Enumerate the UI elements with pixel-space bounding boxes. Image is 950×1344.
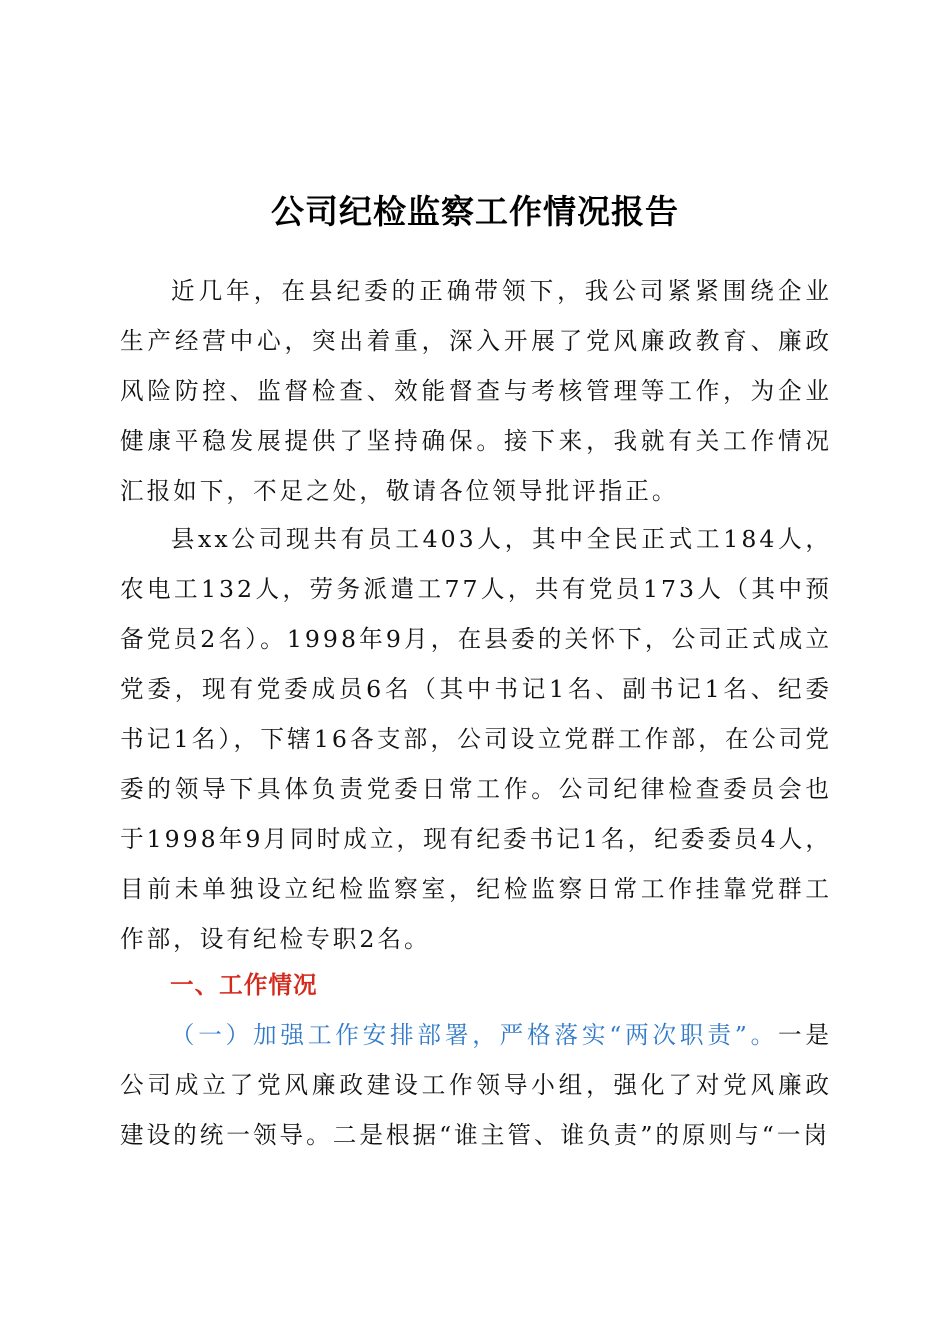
- paragraph-subsection: [120, 1010, 832, 1160]
- paragraph-company-overview-text: 县xx公司现共有员工403人，其中全民正式工184人，农电工132人，劳务派遣工77人，共有党员173人（其中预备党员2名）。1998年9月，在县委的关怀下，公司正式成立党委，现有党委成员6名（其中书记1名、副书记1名、纪委书记1名），下辖16各支部，公司设立党群工作部，在公司党委的领导下具体负责党委日常工作。公司纪律检查委员会也于1998年9月同时成立，现有纪委书记1名，纪委委员4人，目前未单独设立纪检监察室，纪检监察日常工作挂靠党群工作部，设有纪检专职2名。: [120, 525, 832, 953]
- subsection-text: 一是公司成立了党风廉政建设工作领导小组，强化了对党风廉政建设的统一领导。二是根据“谁主管、谁负责”的原则与“一岗: [120, 1021, 833, 1149]
- section-heading: 一、工作情况: [170, 971, 318, 999]
- subsection-heading: （一）加强工作安排部署，严格落实“两次职责”。: [170, 1021, 779, 1049]
- paragraph-company-overview: [120, 514, 832, 964]
- paragraph-intro: [120, 266, 832, 516]
- document-title: 公司纪检监察工作情况报告: [271, 192, 679, 231]
- paragraph-intro-text: 近几年，在县纪委的正确带领下，我公司紧紧围绕企业生产经营中心，突出着重，深入开展了党风廉政教育、廉政风险防控、监督检查、效能督查与考核管理等工作，为企业健康平稳发展提供了坚持确保。接下来，我就有关工作情况汇报如下，不足之处，敬请各位领导批评指正。: [120, 277, 832, 505]
